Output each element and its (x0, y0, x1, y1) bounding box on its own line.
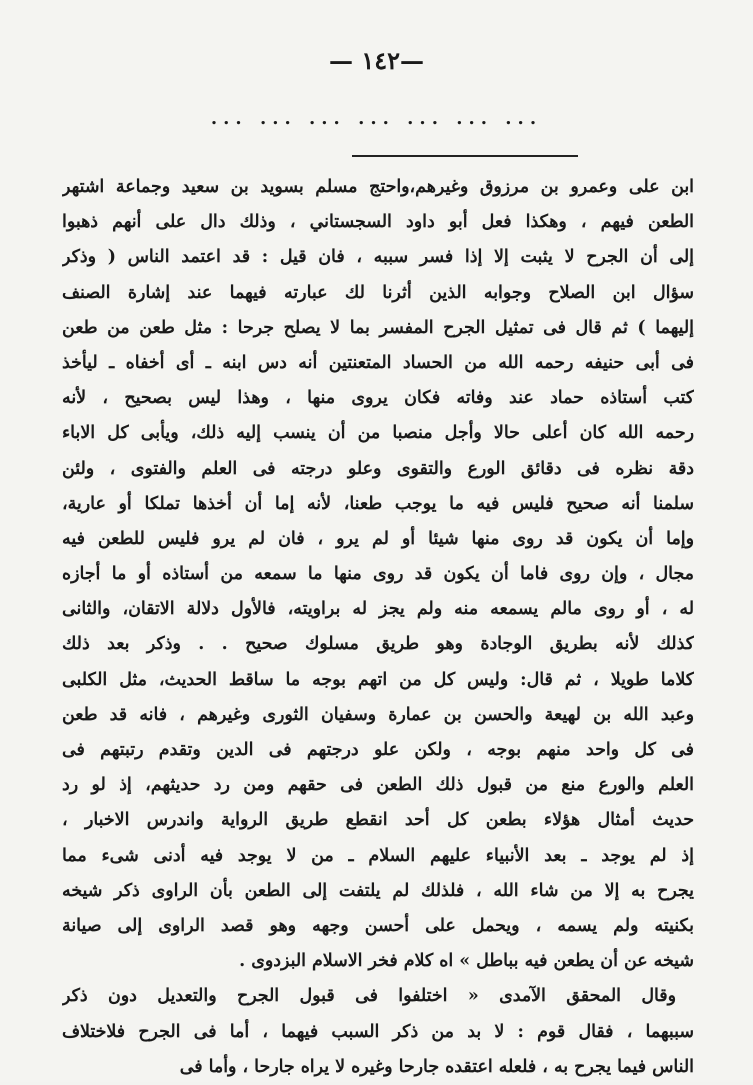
text-line: ابن على وعمرو بن مرزوق وغيرهم،واحتج مسلم بسويد بن سعيد وجماعة اشتهر (62, 177, 694, 197)
text-line: وعبد الله بن لهيعة والحسن بن عمارة وسفيان الثورى وغيرهم ، فانه قد طعن (62, 704, 694, 725)
text-line: كتب أستاذه حماد عند وفاته فكان يروى منها ، وهذا ليس بصحيح ، لأنه (62, 388, 694, 409)
text-line: شيخه عن أن يطعن فيه بباطل » اه كلام فخر الاسلام البزدوى . (239, 951, 694, 972)
text-line: دقة نظره فى دقائق الورع والتقوى وعلو درجته فى العلم والفتوى ، ولئن (62, 458, 694, 479)
text-line: وإما أن يكون قد روى منها شيئا أو لم يرو ، فان لم يرو فليس للطعن فيه (62, 528, 694, 549)
horizontal-rule (352, 155, 578, 157)
body-text (62, 170, 694, 1085)
text-line: بكنيته ولم يسمه ، ويحمل على أحسن وجهه وهو قصد الراوى إلى صيانة (62, 915, 694, 936)
text-line: رحمه الله كان أعلى حالا وأجل منصبا من أن ينسب إليه ذلك، ويأبى كل الاباء (62, 423, 694, 444)
section-separator: ... ... ... ... ... ... ... (210, 108, 543, 129)
text-line: كلاما طويلا ، ثم قال: وليس كل من اتهم بوجه ما ساقط الحديث، مثل الكلبى (62, 669, 694, 690)
text-line: إلى أن الجرح لا يثبت إلا إذا فسر سببه ، فان قيل : قد اعتمد الناس ( وذكر (62, 247, 694, 268)
text-line: له ، أو روى مالم يسمعه منه ولم يجز له براويته، فالأول دلالة الاتقان، والثانى (62, 599, 694, 620)
text-line: سؤال ابن الصلاح وجوابه الذين أثرنا لك عبارته فيهما عند إشارة الصنف (62, 282, 694, 303)
text-line: سببهما ، فقال قوم : لا بد من ذكر السبب فيهما ، أما فى الجرح فلاختلاف (62, 1021, 694, 1042)
text-line: إذ لم يوجد ـ بعد الأنبياء عليهم السلام ـ من لا يوجد فيه أدنى شىء مما (62, 845, 694, 866)
page-number: —١٤٢ — (328, 46, 425, 75)
text-line: العلم والورع منع من قبول ذلك الطعن فى حقهم ومن رد حديثهم، إذ لو رد (62, 775, 694, 796)
text-line: سلمنا أنه صحيح فليس فيه ما يوجب طعنا، لأنه إما أن أخذها تملكا أو عارية، (62, 493, 694, 514)
text-line: كذلك لأنه بطريق الوجادة وهو طريق مسلوك صحيح . . وذكر بعد ذلك (62, 634, 694, 655)
text-line: فى كل واحد منهم بوجه ، ولكن علو درجتهم فى الدين وتقدم رتبتهم فى (62, 740, 694, 760)
text-line: إليهما ) ثم قال فى تمثيل الجرح المفسر بما لا يصلح جرحا : مثل طعن من طعن (62, 317, 694, 338)
text-line: وقال المحقق الآمدى « اختلفوا فى قبول الجرح والتعديل دون ذكر (62, 986, 676, 1007)
text-line: فى أبى حنيفه رحمه الله من الحساد المتعنتين أنه دس ابنه ـ أى أخفاه ـ ليأخذ (62, 352, 694, 373)
text-line: حديث أمثال هؤلاء بطعن كل أحد انقطع طريق الرواية واندرس الاخبار ، (62, 810, 694, 831)
text-line: يجرح به إلا من شاء الله ، فلذلك لم يلتفت إلى الطعن بأن الراوى ذكر شيخه (62, 880, 694, 901)
text-line: مجال ، وإن روى فاما أن يكون قد روى منها ما سمعه من أستاذه أو ما أجازه (62, 564, 694, 585)
text-line: الطعن فيهم ، وهكذا فعل أبو داود السجستاني ، وذلك دال على أنهم ذهبوا (62, 212, 694, 233)
text-line: الناس فيما يجرح به ، فلعله اعتقده جارحا وغيره لا يراه جارحا ، وأما فى (179, 1056, 694, 1077)
